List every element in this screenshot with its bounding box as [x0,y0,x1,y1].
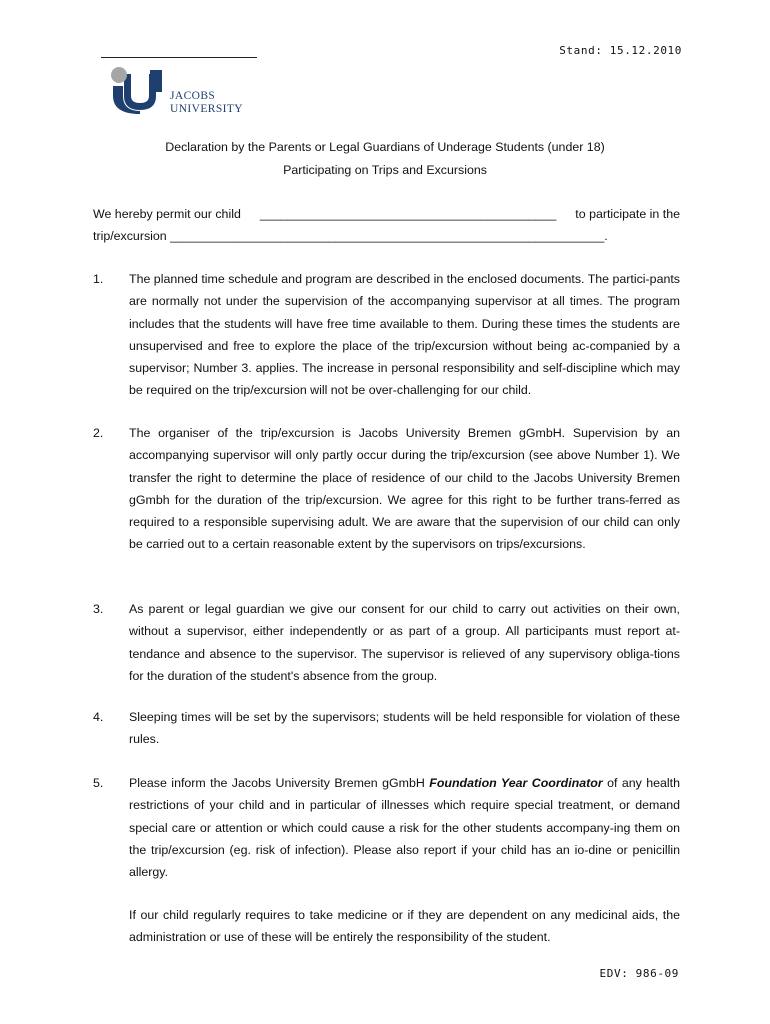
item-text: Sleeping times will be set by the supervisors; students will be held responsible for violation of these rules. [129,710,680,747]
medicine-paragraph [93,904,680,949]
child-name-blank[interactable]: ___________________________________________ [259,207,557,221]
foundation-year-coordinator: Foundation Year Coordinator [429,776,603,790]
stand-date: Stand: 15.12.2010 [559,44,682,57]
trip-excursion-blank[interactable]: trip/excursion _______________________________________________________________. [93,229,608,244]
logo-line-1: JACOBS [170,90,216,102]
intro-statement [93,203,680,248]
list-item [93,268,680,402]
item-number: 2. [93,426,104,440]
item-text-before: Please inform the Jacobs University Bremen gGmbH [129,776,425,790]
intro-part-1: We hereby permit our child [93,207,241,221]
logo-text [170,90,243,116]
jacobs-university-logo-icon [110,66,166,116]
list-item [93,772,680,883]
logo-line-2: UNIVERSITY [170,103,243,115]
item-text: The planned time schedule and program are described in the enclosed documents. The partici-pants are normally not under the supervision of the accompanying supervisor at all times. The program includes that the students will have free time available to them. During these times the students are unsupervised and free to explore the place of the trip/excursion without being ac-companied by a supervisor; Number 3. applies. The increase in personal responsibility and self-discipline which may be required on the trip/excursion will not be over-challenging for our child. [129,272,680,398]
item-text: The organiser of the trip/excursion is Jacobs University Bremen gGmbH. Supervision by an accompanying supervisor will only partly occur during the trip/excursion (see above Number 1). We transfer the right to determine the place of residence of our child to the Jacobs University Bremen gGmbh for the duration of the trip/excursion. We agree for this right to be further trans-ferred as required to a responsible supervising adult. We are aware that the supervision of our child can only be carried out to a certain reasonable extent by the supervisors on trips/excursions. [129,426,680,552]
item-text: As parent or legal guardian we give our consent for our child to carry out activities on their own, without a supervisor, either independently or as part of a group. All participants must report at-tendance and absence to the supervisor. The supervisor is relieved of any supervisory obliga-tions for the duration of the student's absence from the group. [129,602,680,683]
signature-line [101,57,257,58]
document-subtitle: Participating on Trips and Excursions [283,163,487,177]
list-item [93,706,680,751]
item-number: 1. [93,272,104,286]
item-number: 4. [93,710,104,724]
document-title: Declaration by the Parents or Legal Guardians of Underage Students (under 18) [165,140,605,154]
edv-number: EDV: 986-09 [599,967,679,980]
item-text: If our child regularly requires to take medicine or if they are dependent on any medicinal aids, the administration or use of these will be entirely the responsibility of the student. [129,908,680,945]
list-item [93,598,680,687]
list-item [93,422,680,556]
intro-part-2: to participate in the [575,207,680,221]
item-number: 5. [93,776,104,790]
item-text-after: of any health restrictions of your child and in particular of illnesses which require special treatment, or demand special care or attention or which could cause a risk for the other students accompany-ing them on the trip/excursion (eg. risk of infection). Please also report if your child has an io-dine or penicillin allergy. [129,776,681,880]
item-number: 3. [93,602,104,616]
item-text [129,772,680,883]
